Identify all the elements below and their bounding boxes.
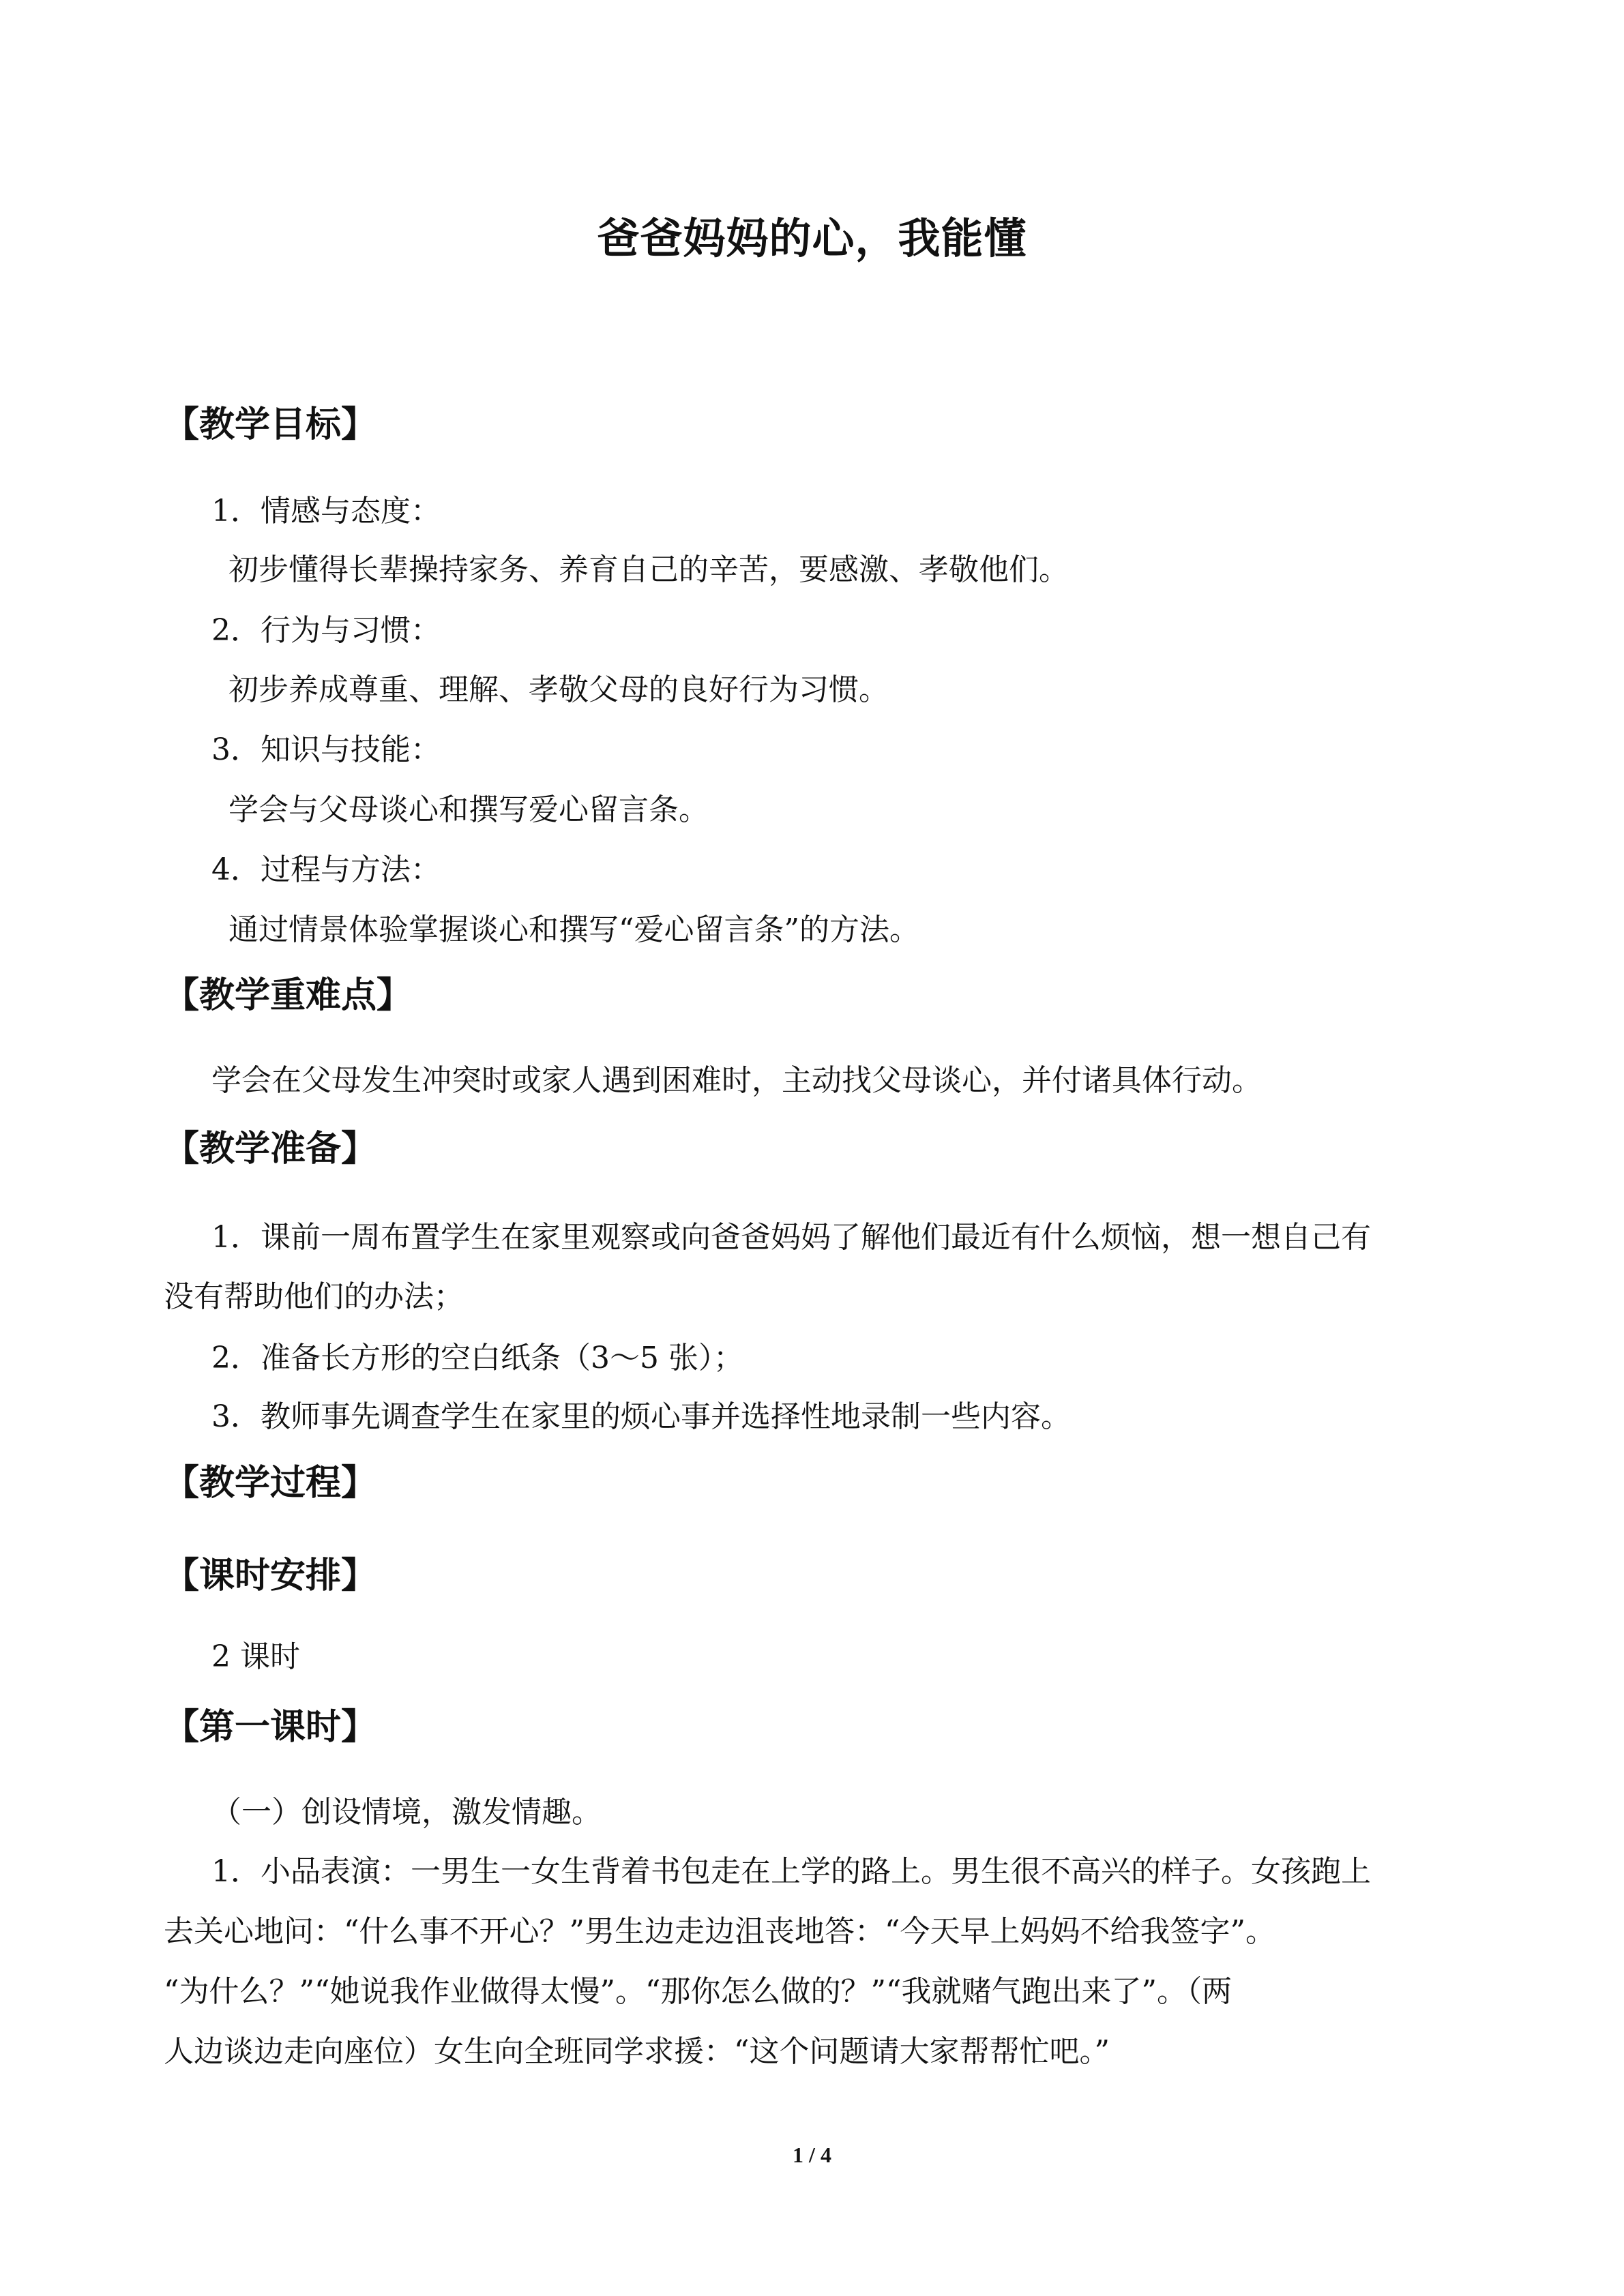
goal-line: 学会与父母谈心和撰写爱心留言条。 [228, 792, 709, 827]
goal-line: 1．情感与态度： [211, 494, 441, 528]
preparation-line: 1．课前一周布置学生在家里观察或向爸爸妈妈了解他们最近有什么烦恼，想一想自己有 [211, 1220, 1371, 1255]
schedule-line: 2 课时 [211, 1639, 300, 1674]
first-lesson-line: 1．小品表演：一男生一女生背着书包走在上学的路上。男生很不高兴的样子。女孩跑上 [211, 1854, 1371, 1889]
goal-line: 通过情景体验掌握谈心和撰写“爱心留言条”的方法。 [228, 912, 919, 947]
heading-teaching-process: 【教学过程】 [164, 1463, 377, 1504]
key-point-line: 学会在父母发生冲突时或家人遇到困难时，主动找父母谈心，并付诸具体行动。 [211, 1063, 1262, 1098]
preparation-line: 2．准备长方形的空白纸条（3～5 张）； [211, 1341, 743, 1375]
preparation-line: 没有帮助他们的办法； [164, 1279, 464, 1314]
first-lesson-line: 去关心地问：“什么事不开心？”男生边走边沮丧地答：“今天早上妈妈不给我签字”。 [164, 1914, 1275, 1949]
first-lesson-line: 人边谈边走向座位）女生向全班同学求援：“这个问题请大家帮帮忙吧。” [164, 2034, 1110, 2069]
goal-line: 初步养成尊重、理解、孝敬父母的良好行为习惯。 [228, 672, 889, 707]
page-indicator: 1 / 4 [793, 2143, 831, 2167]
heading-first-lesson: 【第一课时】 [164, 1707, 377, 1748]
first-lesson-line: （一）创设情境，激发情趣。 [211, 1795, 602, 1830]
goal-line: 初步懂得长辈操持家务、养育自己的辛苦，要感激、孝敬他们。 [228, 552, 1069, 587]
first-lesson-line: “为什么？”“她说我作业做得太慢”。“那你怎么做的？”“我就赌气跑出来了”。（两 [164, 1974, 1232, 2009]
preparation-line: 3．教师事先调查学生在家里的烦心事并选择性地录制一些内容。 [211, 1399, 1071, 1434]
heading-preparation: 【教学准备】 [164, 1129, 377, 1169]
heading-schedule: 【课时安排】 [164, 1555, 377, 1596]
goal-line: 3．知识与技能： [211, 732, 441, 767]
goal-line: 2．行为与习惯： [211, 613, 441, 648]
heading-key-points: 【教学重难点】 [164, 975, 413, 1016]
heading-teaching-goals: 【教学目标】 [164, 404, 377, 445]
document-title: 爸爸妈妈的心，我能懂 [597, 213, 1027, 263]
goal-line: 4．过程与方法： [211, 852, 441, 887]
